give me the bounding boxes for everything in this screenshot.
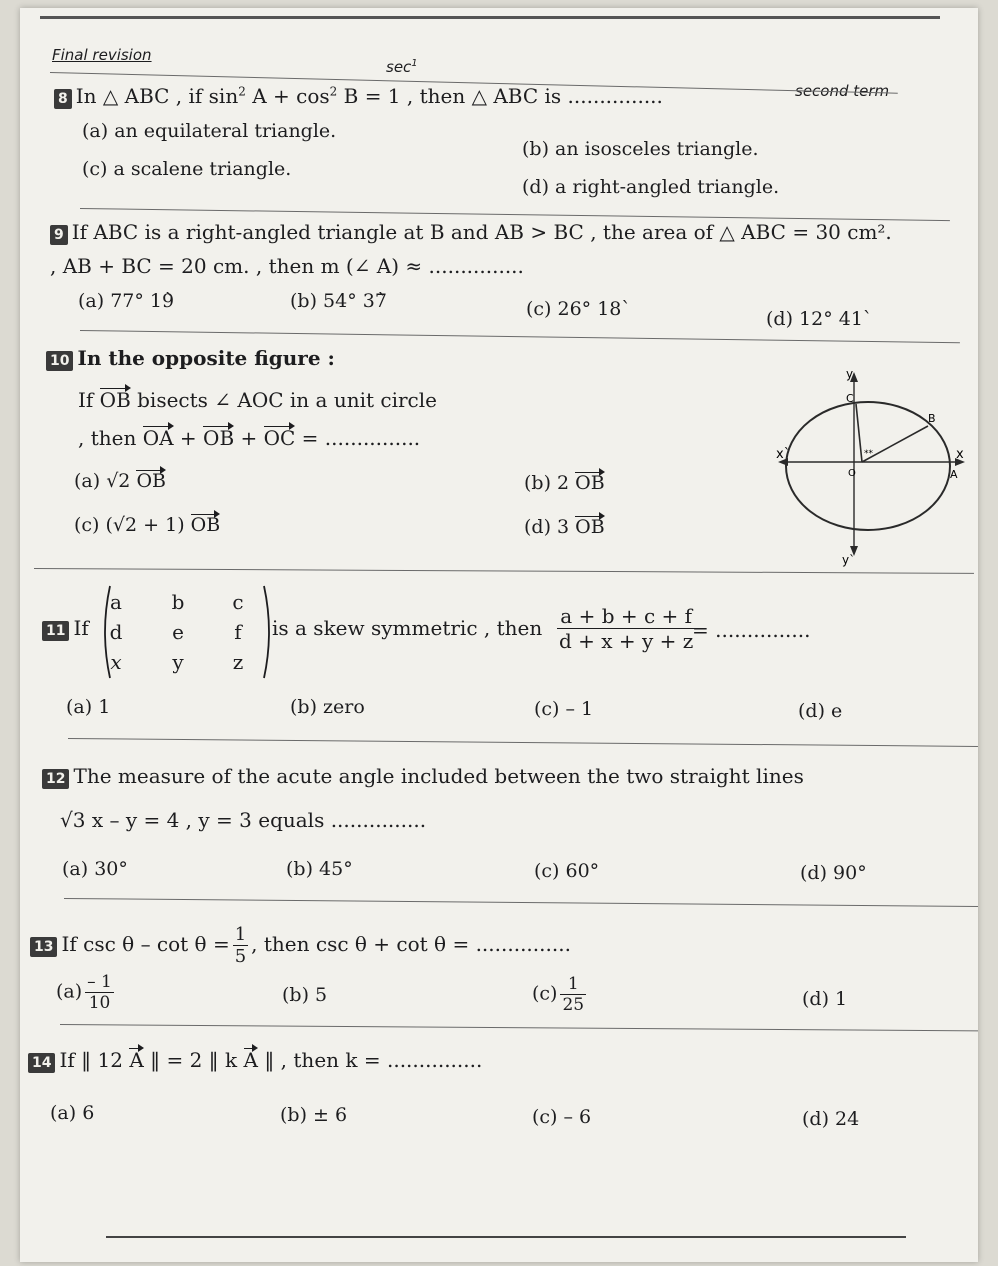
q11-number: 11 xyxy=(42,621,69,641)
q8-stem-a: In △ ABC , if sin xyxy=(75,84,239,108)
q10-option-b-vector: OB xyxy=(575,472,605,494)
vector-a-1: A xyxy=(129,1048,144,1072)
q10-line2 xyxy=(78,426,420,450)
q10-title-text: In the opposite figure : xyxy=(77,346,335,370)
q14-option-a[interactable]: (a) 6 xyxy=(50,1102,95,1124)
label-o: O xyxy=(848,468,856,479)
unit-circle-figure xyxy=(750,358,970,568)
q9-divider xyxy=(80,330,960,343)
skew-matrix xyxy=(98,584,278,680)
q10-option-b[interactable] xyxy=(524,472,605,494)
q13-option-c-label: (c) xyxy=(532,982,558,1005)
matrix-cell-d: d xyxy=(109,620,123,644)
q10-option-b-label: (b) 2 xyxy=(524,472,576,494)
q10-option-c-label: (c) (√2 + 1) xyxy=(74,514,191,536)
q8-sup1: 2 xyxy=(238,84,246,99)
q11-option-a[interactable]: (a) 1 xyxy=(66,696,111,718)
q13-option-a-den: 10 xyxy=(88,993,111,1013)
label-x-prime: x` xyxy=(776,447,791,462)
q14-option-c[interactable]: (c) – 6 xyxy=(532,1106,592,1128)
q12-option-d[interactable]: (d) 90° xyxy=(800,862,867,884)
q12-divider xyxy=(64,898,978,907)
q11-frac-den: d + x + y + z xyxy=(559,629,694,653)
q13-option-c-den: 25 xyxy=(562,995,585,1015)
matrix-cell-b: b xyxy=(171,590,185,614)
q10-option-d-label: (d) 3 xyxy=(524,516,576,538)
q10-number: 10 xyxy=(46,351,73,371)
q10-option-a-label: (a) √2 xyxy=(74,470,137,492)
q13-option-c-num: 1 xyxy=(560,974,586,995)
q8-sup2: 2 xyxy=(329,84,338,99)
q12-option-a[interactable]: (a) 30° xyxy=(62,858,128,880)
q14-stem-b: ‖ = 2 ‖ k xyxy=(143,1048,244,1072)
worksheet-page xyxy=(20,8,978,1262)
q8-stem-b: A + cos xyxy=(245,84,330,108)
q9-option-a[interactable]: (a) 77° 19̀ xyxy=(78,290,175,312)
q12-stem2: √3 x – y = 4 , y = 3 equals ............... xyxy=(60,808,427,832)
q14-stem-a: If ‖ 12 xyxy=(59,1048,130,1072)
q10-plus2: + xyxy=(234,426,264,450)
q14-stem xyxy=(28,1048,482,1073)
vector-ob-2: OB xyxy=(203,426,235,450)
q10-plus1: + xyxy=(173,426,204,450)
q10-option-a[interactable] xyxy=(74,470,166,492)
q10-line2-b: = ............... xyxy=(295,426,421,450)
header-center-text: sec xyxy=(386,58,412,76)
vector-ob: OB xyxy=(99,388,131,412)
header-center-sup: 1 xyxy=(411,58,418,69)
q13-stem-a: If csc θ – cot θ = xyxy=(61,932,230,956)
vector-oc: OC xyxy=(263,426,296,450)
vector-a-2: A xyxy=(243,1048,258,1072)
q8-stem-c: B = 1 , then △ ABC is ............... xyxy=(337,84,663,108)
q12-stem-text: The measure of the acute angle included between the two straight lines xyxy=(73,764,804,788)
q11-mid: is a skew symmetric , then xyxy=(272,616,543,640)
q9-number: 9 xyxy=(50,225,68,245)
q13-stem-b: , then csc θ + cot θ = ............... xyxy=(251,932,571,956)
q9-option-b[interactable]: (b) 54° 37̀ xyxy=(290,290,387,312)
q13-option-b[interactable]: (b) 5 xyxy=(282,984,328,1006)
label-y: y xyxy=(846,367,854,381)
q12-option-b[interactable]: (b) 45° xyxy=(286,858,353,880)
bottom-rule xyxy=(106,1236,906,1238)
label-x: x xyxy=(956,447,964,462)
q10-divider xyxy=(34,568,974,574)
header-right: second term xyxy=(795,82,890,100)
matrix-cell-f: f xyxy=(234,620,242,644)
q13-option-c[interactable] xyxy=(532,974,589,1015)
q11-if-text: If xyxy=(73,616,89,640)
q13-frac-num: 1 xyxy=(234,924,247,945)
q9-option-c[interactable]: (c) 26° 18` xyxy=(526,298,631,320)
q14-stem-c: ‖ , then k = ............... xyxy=(257,1048,483,1072)
q13-option-d[interactable]: (d) 1 xyxy=(802,988,848,1010)
q11-tail: = ............... xyxy=(692,618,811,642)
angle-mark: ** xyxy=(864,449,873,459)
vector-oa: OA xyxy=(142,426,174,450)
q13-option-a[interactable] xyxy=(56,972,117,1013)
q10-line1 xyxy=(78,388,437,412)
label-c: C xyxy=(846,392,854,405)
q13-frac-den: 5 xyxy=(234,946,247,967)
q14-option-b[interactable]: (b) ± 6 xyxy=(280,1104,348,1126)
q8-number: 8 xyxy=(54,89,72,109)
q12-stem xyxy=(42,764,804,789)
q13-stem xyxy=(30,924,571,967)
q8-option-b[interactable]: (b) an isosceles triangle. xyxy=(522,138,759,160)
q13-divider xyxy=(60,1024,978,1031)
q10-line2-a: , then xyxy=(78,426,143,450)
top-rule xyxy=(40,16,940,19)
q13-option-a-label: (a) xyxy=(56,980,83,1003)
q10-option-d[interactable] xyxy=(524,516,605,538)
q14-option-d[interactable]: (d) 24 xyxy=(802,1108,860,1130)
q11-option-d[interactable]: (d) e xyxy=(798,700,843,722)
q9-option-d[interactable]: (d) 12° 41` xyxy=(766,308,873,330)
q11-fraction xyxy=(554,604,698,653)
matrix-cell-c: c xyxy=(232,590,244,614)
q13-option-a-num: – 1 xyxy=(87,972,112,992)
header-left: Final revision xyxy=(52,46,152,64)
unit-circle xyxy=(786,402,950,530)
matrix-cell-e: e xyxy=(172,620,184,644)
header-center xyxy=(386,58,418,76)
q12-number: 12 xyxy=(42,769,69,789)
q10-option-c[interactable] xyxy=(74,514,220,536)
q9-stem xyxy=(50,220,892,245)
label-a: A xyxy=(950,468,958,481)
matrix-cell-x: x xyxy=(110,650,122,674)
q9-stem2: , AB + BC = 20 cm. , then m (∠ A) ≈ ............... xyxy=(50,254,524,278)
q11-if xyxy=(42,616,89,641)
q8-stem xyxy=(54,84,663,109)
q11-divider xyxy=(68,738,978,747)
q10-option-a-vector: OB xyxy=(136,470,166,492)
q8-option-c[interactable]: (c) a scalene triangle. xyxy=(82,158,292,180)
label-b: B xyxy=(928,412,936,425)
radius-oc xyxy=(856,404,862,462)
q11-frac-num: a + b + c + f xyxy=(557,604,695,629)
q9-stem-text: If ABC is a right-angled triangle at B and AB > BC , the area of △ ABC = 30 cm². xyxy=(71,220,892,244)
q10-option-d-vector: OB xyxy=(575,516,605,538)
q14-number: 14 xyxy=(28,1053,55,1073)
q11-option-c[interactable]: (c) – 1 xyxy=(534,698,594,720)
q10-option-c-vector: OB xyxy=(190,514,221,536)
q10-line1-b: bisects ∠ AOC in a unit circle xyxy=(130,388,437,412)
label-y-prime: y` xyxy=(842,553,856,567)
q12-option-c[interactable]: (c) 60° xyxy=(534,860,600,882)
q13-number: 13 xyxy=(30,937,57,957)
matrix-cell-a: a xyxy=(110,590,122,614)
q10-line1-a: If xyxy=(78,388,100,412)
matrix-cell-z: z xyxy=(232,650,244,674)
q10-title xyxy=(46,346,335,371)
q8-option-a[interactable]: (a) an equilateral triangle. xyxy=(82,120,337,142)
q8-option-d[interactable]: (d) a right-angled triangle. xyxy=(522,176,780,198)
matrix-cell-y: y xyxy=(172,650,184,674)
q11-option-b[interactable]: (b) zero xyxy=(290,696,365,718)
